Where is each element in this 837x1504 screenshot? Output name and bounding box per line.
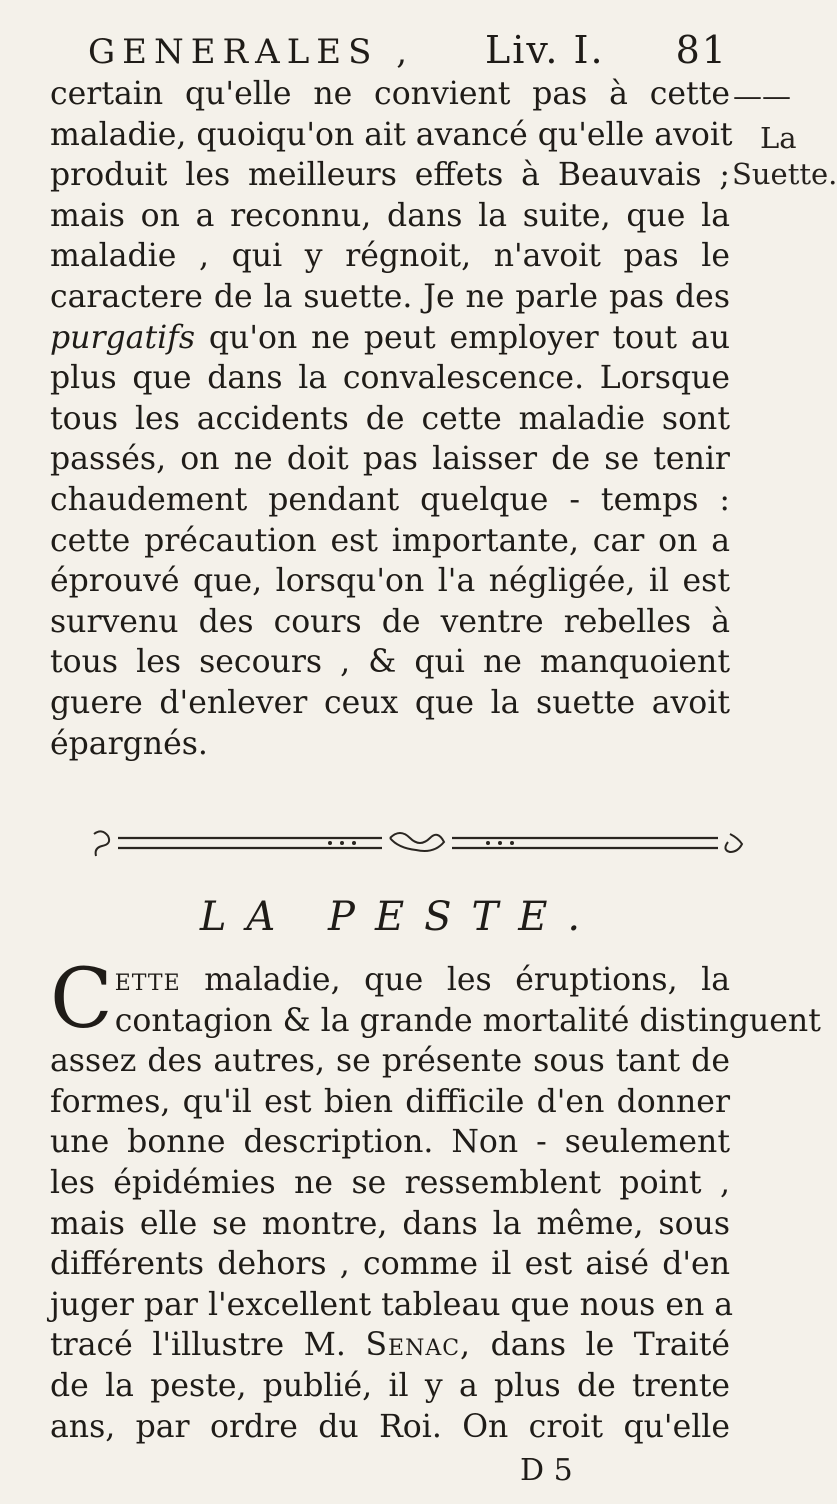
book-number: Liv. I.	[485, 28, 605, 72]
text-line: mais elle se montre, dans la même, sous	[50, 1205, 730, 1242]
page-number: 81	[675, 28, 728, 72]
text-line: tous les secours , & qui ne manquoient	[50, 644, 730, 681]
running-title: GENERALES ,	[88, 32, 415, 72]
ornament-right-icon	[725, 834, 742, 852]
text-line: tous les accidents de cette maladie sont	[50, 400, 730, 437]
signature-mark: D 5	[520, 1453, 573, 1488]
text-line: caractere de la suette. Je ne parle pas des	[50, 278, 730, 315]
text-line: assez des autres, se présente sous tant de	[50, 1043, 730, 1080]
ornament-left-icon	[94, 831, 109, 856]
running-header	[88, 28, 728, 72]
text-line: chaudement pendant quelque - temps :	[50, 481, 730, 518]
text-line	[50, 1325, 730, 1366]
italic-word: purgatifs	[50, 319, 196, 356]
text-line: survenu des cours de ventre rebelles à	[50, 603, 730, 640]
drop-cap: C	[50, 952, 113, 1047]
text-line: mais on a reconnu, dans la suite, que la	[50, 197, 730, 234]
ornament-center-icon	[390, 833, 444, 851]
text-line: contagion & la grande mortalité distinguent	[114, 1002, 821, 1039]
text-line: formes, qu'il est bien difficile d'en donner	[50, 1083, 730, 1120]
text-line: différents dehors , comme il est aisé d'en	[50, 1246, 730, 1283]
text-line: cette précaution est importante, car on a	[50, 522, 730, 559]
text-line: de la peste, publié, il y a plus de trente	[50, 1367, 730, 1404]
author-name: Senac,	[365, 1327, 472, 1364]
paragraph-suette	[50, 74, 733, 764]
text-line: une bonne description. Non - seulement	[50, 1124, 730, 1161]
text-line-rest: dans le Traité	[471, 1327, 731, 1364]
text-line: maladie, quoiqu'on ait avancé qu'elle avoit	[50, 116, 733, 153]
text-line-rest: maladie, que les éruptions, la	[180, 962, 730, 998]
text-line: juger par l'excellent tableau que nous en a	[50, 1286, 734, 1323]
text-line: guere d'enlever ceux que la suette avoit	[50, 684, 730, 721]
text-line: épargnés.	[50, 725, 208, 762]
margin-note-la: La	[760, 121, 797, 155]
text-line	[50, 318, 730, 359]
text-line-start: tracé l'illustre M.	[50, 1327, 346, 1364]
text-line: passés, on ne doit pas laisser de se tenir	[50, 441, 730, 478]
first-word: ette	[114, 962, 181, 998]
text-line: ans, par ordre du Roi. On croit qu'elle	[50, 1408, 730, 1445]
paragraph-peste	[50, 952, 821, 1447]
text-line: éprouvé que, lorsqu'on l'a négligée, il est	[50, 563, 730, 600]
text-line: plus que dans la convalescence. Lorsque	[50, 360, 730, 397]
margin-rule: ——	[733, 79, 791, 113]
text-line: certain qu'elle ne convient pas à cette	[50, 76, 730, 112]
margin-note-suette: Suette.	[732, 157, 837, 191]
ornamental-divider	[90, 828, 752, 858]
text-line-rest: qu'on ne peut employer tout au	[195, 319, 730, 356]
text-line: les épidémies ne se ressemblent point ,	[50, 1164, 730, 1201]
text-line: produit les meilleurs effets à Beauvais ;	[50, 157, 730, 194]
text-line: maladie , qui y régnoit, n'avoit pas le	[50, 238, 730, 275]
section-title: LA PESTE.	[199, 894, 601, 940]
